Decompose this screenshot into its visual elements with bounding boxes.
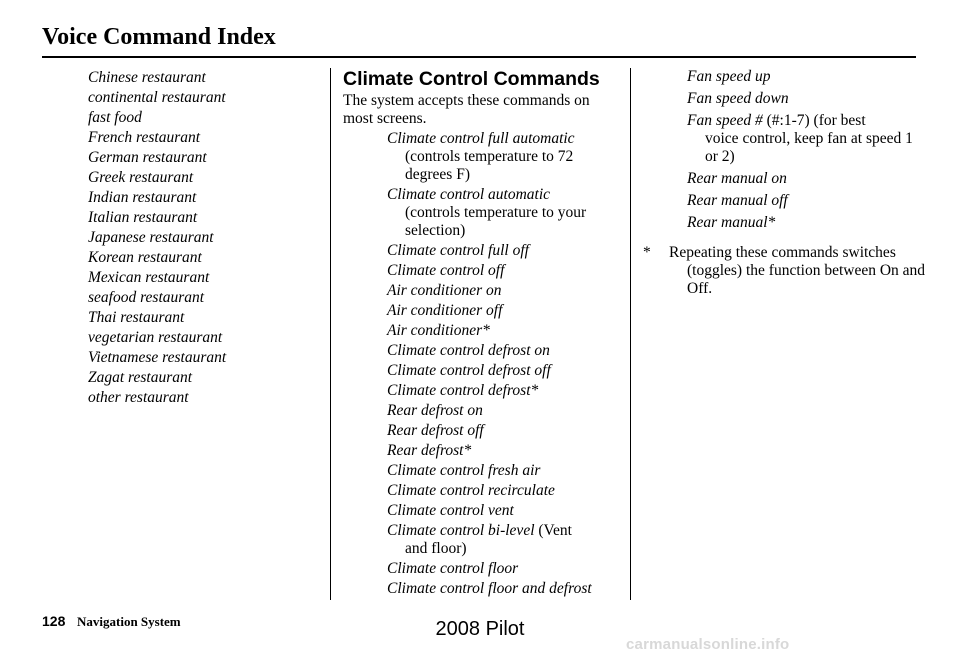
command-item: [343, 442, 623, 460]
page-number: 128: [42, 613, 66, 629]
list-item: Mexican restaurant: [88, 269, 210, 286]
list-item: French restaurant: [88, 129, 201, 146]
column-divider-right: [630, 68, 631, 600]
page-title: Voice Command Index: [42, 24, 276, 50]
command-item: [343, 560, 623, 578]
command-name: Fan speed down: [687, 90, 789, 107]
command-item: [643, 192, 928, 210]
model-watermark: 2008 Pilot: [435, 618, 525, 640]
command-name: Air conditioner*: [387, 322, 490, 339]
command-item: [343, 362, 623, 380]
command-item: [343, 462, 623, 480]
fan-command-section: [643, 68, 928, 298]
command-name: Climate control full off: [387, 242, 529, 259]
list-item: German restaurant: [88, 149, 207, 166]
command-item: [343, 302, 623, 320]
command-item: [643, 112, 928, 166]
command-name: Air conditioner off: [387, 302, 503, 319]
list-item: fast food: [88, 109, 142, 126]
header-rule: [42, 56, 916, 58]
command-name: Air conditioner on: [387, 282, 502, 299]
command-name: Rear manual*: [687, 214, 776, 231]
command-item: [343, 130, 623, 184]
command-item: [343, 342, 623, 360]
list-item: vegetarian restaurant: [88, 329, 223, 346]
site-watermark: carmanualsonline.info: [626, 636, 790, 653]
command-name: Climate control bi-level: [387, 522, 535, 539]
list-item: Indian restaurant: [88, 189, 197, 206]
restaurant-command-list: [88, 68, 323, 408]
command-item: [343, 522, 623, 558]
command-name: Climate control full automatic: [387, 130, 575, 147]
command-note: (controls temperature to 72 degrees F): [405, 148, 574, 183]
command-name: Climate control floor: [387, 560, 519, 577]
footnote-continued: (toggles) the function between On and Off.: [687, 262, 926, 297]
command-note-continued: voice control, keep fan at speed 1 or 2): [705, 130, 913, 165]
command-item: [643, 90, 928, 108]
command-item: [343, 482, 623, 500]
command-name: Rear manual off: [687, 192, 788, 209]
column-divider-left: [330, 68, 331, 600]
command-item: [643, 170, 928, 188]
list-item: Korean restaurant: [88, 249, 202, 266]
command-item: [343, 382, 623, 400]
command-name: Climate control defrost off: [387, 362, 551, 379]
command-item: [643, 68, 928, 86]
command-name: Climate control automatic: [387, 186, 551, 203]
command-note: (controls temperature to your selection): [405, 204, 587, 239]
climate-control-section: [343, 68, 623, 600]
list-item: continental restaurant: [88, 89, 226, 106]
list-item: Zagat restaurant: [88, 369, 193, 386]
list-item: Japanese restaurant: [88, 229, 214, 246]
list-item: Italian restaurant: [88, 209, 198, 226]
list-item: other restaurant: [88, 389, 189, 406]
command-name: Climate control floor and defrost: [387, 580, 592, 597]
command-name: Fan speed up: [687, 68, 771, 85]
command-item: [343, 580, 623, 598]
footnote-line: Repeating these commands switches: [669, 244, 896, 261]
command-name: Rear manual on: [687, 170, 787, 187]
command-name: Rear defrost off: [387, 422, 484, 439]
footer-section-label: Navigation System: [77, 614, 181, 629]
command-item: [343, 402, 623, 420]
command-name: Climate control fresh air: [387, 462, 541, 479]
command-name: Climate control defrost*: [387, 382, 539, 399]
footnote-mark: *: [643, 244, 651, 261]
list-item: Chinese restaurant: [88, 69, 206, 86]
command-item: [343, 422, 623, 440]
command-name: Climate control defrost on: [387, 342, 550, 359]
command-name: Climate control vent: [387, 502, 514, 519]
command-inline-note: (#:1-7) (for best: [766, 112, 866, 129]
command-name: Climate control recirculate: [387, 482, 555, 499]
command-name: Fan speed #: [687, 112, 763, 129]
command-item: [643, 214, 928, 232]
list-item: Vietnamese restaurant: [88, 349, 227, 366]
list-item: Greek restaurant: [88, 169, 194, 186]
list-item: Thai restaurant: [88, 309, 185, 326]
command-item: [343, 282, 623, 300]
footnote: [643, 244, 928, 298]
list-item: seafood restaurant: [88, 289, 205, 306]
command-item: [343, 262, 623, 280]
command-item: [343, 242, 623, 260]
command-name: Rear defrost*: [387, 442, 472, 459]
command-item: [343, 322, 623, 340]
command-item: [343, 186, 623, 240]
section-heading: Climate Control Commands: [343, 68, 600, 90]
footnote-text: [669, 244, 928, 298]
command-inline-note: (Vent: [538, 522, 572, 539]
command-note-continued: and floor): [405, 540, 467, 557]
command-name: Climate control off: [387, 262, 505, 279]
section-intro: The system accepts these commands on most screens.: [343, 92, 590, 127]
command-name: Rear defrost on: [387, 402, 483, 419]
command-item: [343, 502, 623, 520]
